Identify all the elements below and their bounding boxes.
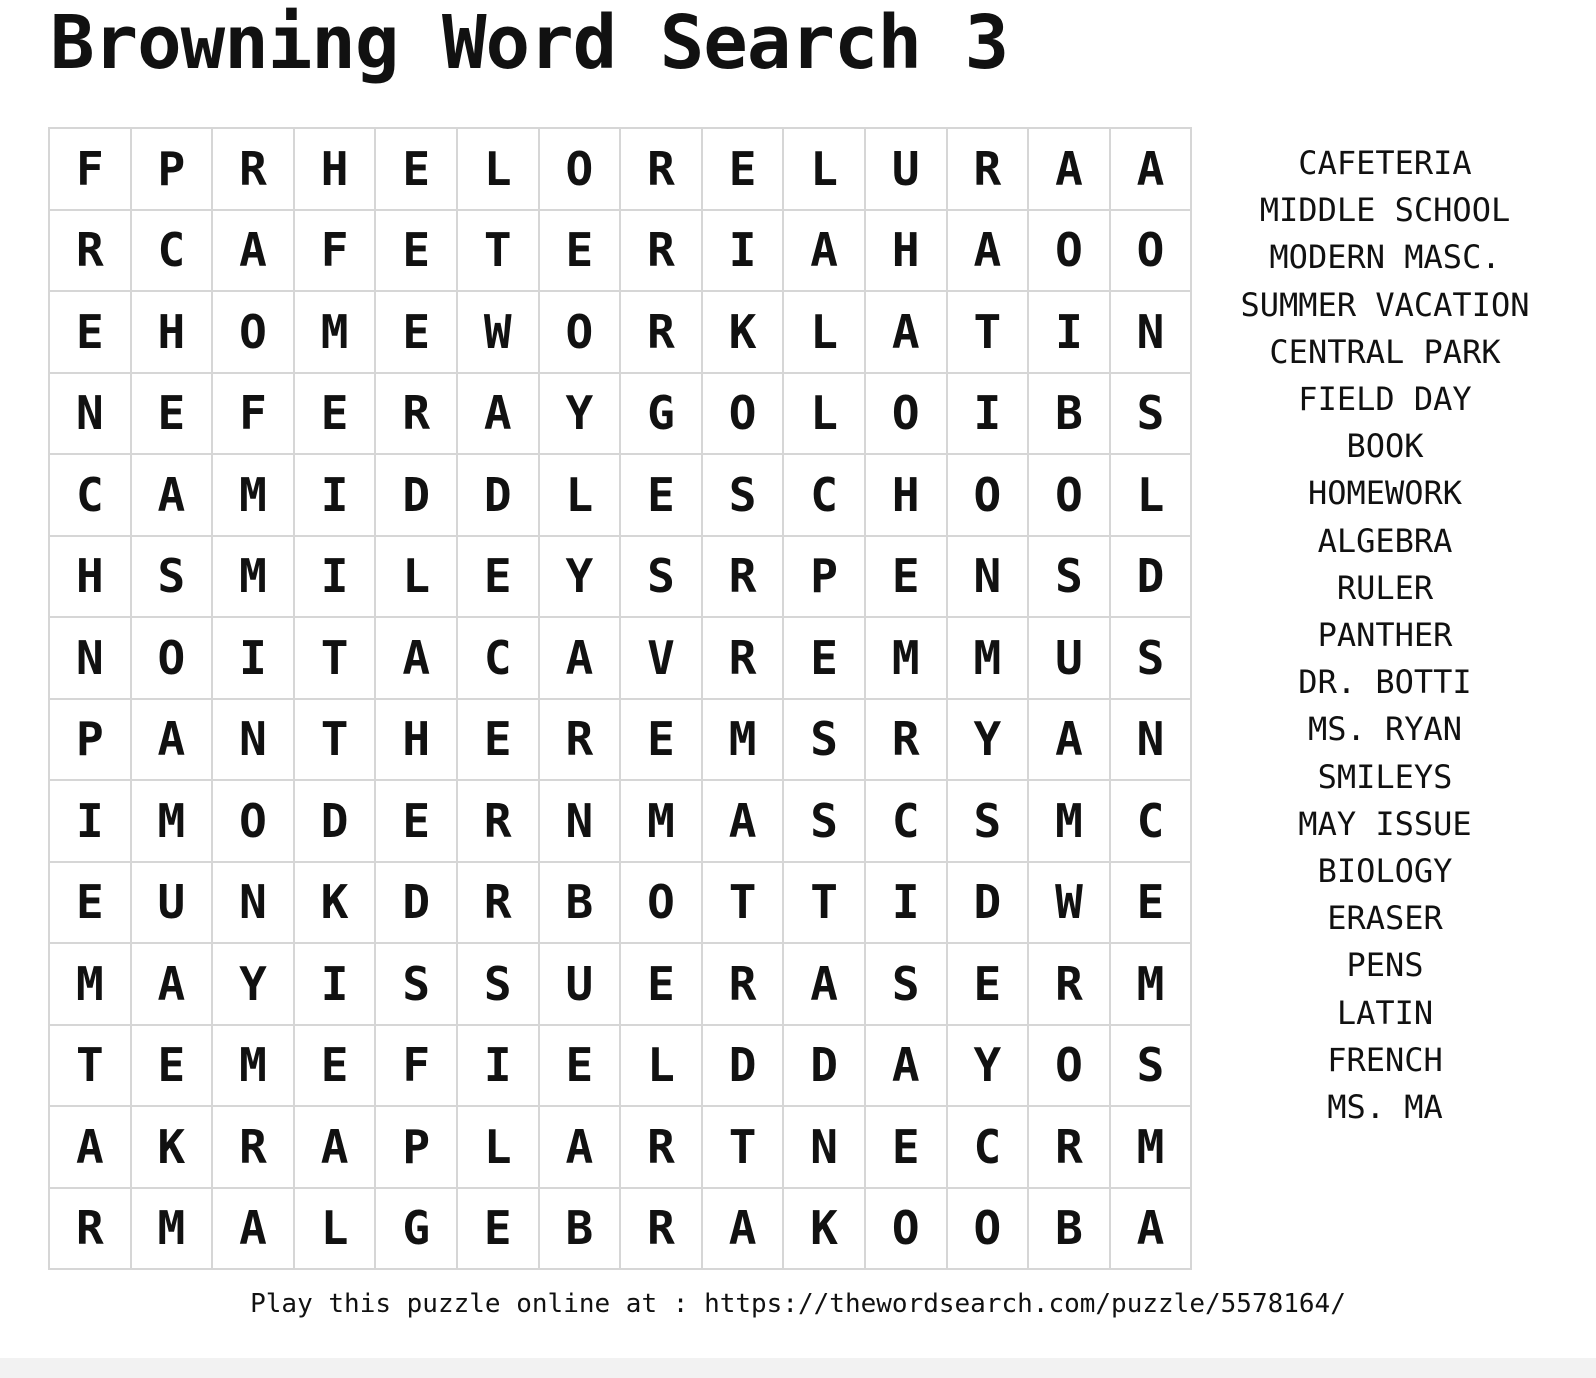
grid-cell: O bbox=[540, 292, 622, 374]
word-list-item: MIDDLE SCHOOL bbox=[1259, 191, 1511, 230]
grid-cell: E bbox=[784, 618, 866, 700]
grid-cell: M bbox=[213, 537, 295, 619]
grid-cell: A bbox=[50, 1107, 132, 1189]
bottom-band bbox=[0, 1358, 1596, 1378]
grid-cell: I bbox=[295, 944, 377, 1026]
grid-cell: A bbox=[703, 781, 785, 863]
word-list-item: DR. BOTTI bbox=[1298, 663, 1472, 702]
grid-cell: L bbox=[540, 455, 622, 537]
word-list-item: MS. RYAN bbox=[1307, 710, 1463, 749]
word-list-item: LATIN bbox=[1336, 993, 1434, 1032]
grid-cell: B bbox=[1029, 1189, 1111, 1271]
grid-cell: O bbox=[1029, 455, 1111, 537]
grid-cell: E bbox=[621, 700, 703, 782]
grid-cell: I bbox=[50, 781, 132, 863]
grid-cell: R bbox=[621, 211, 703, 293]
grid-cell: U bbox=[866, 129, 948, 211]
grid-cell: R bbox=[621, 1107, 703, 1189]
grid-cell: I bbox=[948, 374, 1030, 456]
grid-cell: S bbox=[1111, 374, 1193, 456]
footer-url-text: Play this puzzle online at : https://thewordsearch.com/puzzle/5578164/ bbox=[250, 1289, 1346, 1319]
grid-cell: N bbox=[784, 1107, 866, 1189]
grid-cell: U bbox=[1029, 618, 1111, 700]
grid-cell: E bbox=[621, 455, 703, 537]
grid-cell: R bbox=[458, 781, 540, 863]
grid-cell: D bbox=[703, 1026, 785, 1108]
grid-cell: N bbox=[540, 781, 622, 863]
grid-cell: P bbox=[132, 129, 214, 211]
grid-cell: A bbox=[295, 1107, 377, 1189]
grid-cell: N bbox=[948, 537, 1030, 619]
grid-cell: T bbox=[295, 700, 377, 782]
grid-cell: M bbox=[1111, 1107, 1193, 1189]
grid-cell: I bbox=[295, 537, 377, 619]
grid-cell: B bbox=[540, 863, 622, 945]
grid-cell: T bbox=[703, 863, 785, 945]
grid-cell: N bbox=[213, 863, 295, 945]
letter-grid bbox=[48, 127, 1192, 1270]
grid-cell: L bbox=[295, 1189, 377, 1271]
grid-cell: L bbox=[784, 292, 866, 374]
grid-cell: P bbox=[376, 1107, 458, 1189]
grid-cell: T bbox=[703, 1107, 785, 1189]
grid-cell: D bbox=[376, 863, 458, 945]
grid-cell: E bbox=[50, 292, 132, 374]
grid-cell: E bbox=[621, 944, 703, 1026]
grid-cell: M bbox=[1029, 781, 1111, 863]
grid-cell: R bbox=[621, 292, 703, 374]
word-list-item: SMILEYS bbox=[1317, 757, 1453, 796]
grid-cell: R bbox=[50, 1189, 132, 1271]
grid-cell: C bbox=[132, 211, 214, 293]
grid-cell: A bbox=[376, 618, 458, 700]
grid-cell: F bbox=[213, 374, 295, 456]
grid-cell: O bbox=[540, 129, 622, 211]
word-list-item: CAFETERIA bbox=[1298, 144, 1472, 182]
grid-cell: H bbox=[866, 211, 948, 293]
grid-cell: A bbox=[132, 700, 214, 782]
grid-cell: D bbox=[1111, 537, 1193, 619]
grid-cell: M bbox=[703, 700, 785, 782]
grid-cell: G bbox=[621, 374, 703, 456]
grid-cell: E bbox=[1111, 863, 1193, 945]
grid-cell: A bbox=[132, 455, 214, 537]
grid-cell: S bbox=[948, 781, 1030, 863]
grid-cell: S bbox=[784, 700, 866, 782]
grid-cell: O bbox=[132, 618, 214, 700]
grid-cell: O bbox=[1111, 211, 1193, 293]
grid-cell: M bbox=[621, 781, 703, 863]
grid-cell: R bbox=[1029, 944, 1111, 1026]
word-list-item: PENS bbox=[1346, 946, 1424, 985]
grid-cell: R bbox=[621, 1189, 703, 1271]
grid-cell: L bbox=[784, 129, 866, 211]
grid-cell: A bbox=[540, 618, 622, 700]
grid-cell: O bbox=[213, 781, 295, 863]
grid-cell: W bbox=[458, 292, 540, 374]
grid-cell: K bbox=[703, 292, 785, 374]
grid-cell: C bbox=[1111, 781, 1193, 863]
grid-cell: I bbox=[703, 211, 785, 293]
word-list-item: FIELD DAY bbox=[1298, 380, 1472, 419]
word-list-item: CENTRAL PARK bbox=[1269, 332, 1501, 371]
grid-cell: G bbox=[376, 1189, 458, 1271]
grid-cell: H bbox=[132, 292, 214, 374]
grid-cell: E bbox=[132, 374, 214, 456]
grid-cell: E bbox=[295, 1026, 377, 1108]
grid-cell: A bbox=[540, 1107, 622, 1189]
grid-cell: O bbox=[866, 374, 948, 456]
grid-cell: S bbox=[458, 944, 540, 1026]
grid-cell: O bbox=[703, 374, 785, 456]
word-list-item: BOOK bbox=[1346, 427, 1424, 466]
grid-cell: M bbox=[132, 1189, 214, 1271]
grid-cell: R bbox=[703, 618, 785, 700]
grid-cell: N bbox=[213, 700, 295, 782]
grid-cell: M bbox=[295, 292, 377, 374]
grid-cell: A bbox=[1111, 129, 1193, 211]
word-list-item: HOMEWORK bbox=[1307, 474, 1463, 513]
grid-cell: M bbox=[213, 1026, 295, 1108]
grid-cell: R bbox=[213, 129, 295, 211]
grid-cell: F bbox=[295, 211, 377, 293]
grid-cell: M bbox=[866, 618, 948, 700]
grid-cell: S bbox=[1029, 537, 1111, 619]
grid-cell: N bbox=[1111, 700, 1193, 782]
grid-cell: B bbox=[1029, 374, 1111, 456]
grid-cell: O bbox=[1029, 211, 1111, 293]
grid-cell: D bbox=[295, 781, 377, 863]
grid-cell: U bbox=[132, 863, 214, 945]
word-list-item: FRENCH bbox=[1327, 1040, 1443, 1079]
grid-cell: A bbox=[458, 374, 540, 456]
grid-cell: F bbox=[50, 129, 132, 211]
grid-cell: E bbox=[376, 211, 458, 293]
grid-cell: A bbox=[213, 211, 295, 293]
grid-cell: S bbox=[376, 944, 458, 1026]
grid-cell: S bbox=[621, 537, 703, 619]
grid-cell: R bbox=[50, 211, 132, 293]
grid-cell: R bbox=[703, 537, 785, 619]
grid-cell: F bbox=[376, 1026, 458, 1108]
grid-cell: T bbox=[784, 863, 866, 945]
page-title: Browning Word Search 3 bbox=[50, 0, 1009, 86]
grid-cell: L bbox=[376, 537, 458, 619]
grid-cell: E bbox=[540, 211, 622, 293]
grid-cell: C bbox=[948, 1107, 1030, 1189]
grid-cell: A bbox=[784, 211, 866, 293]
grid-cell: I bbox=[295, 455, 377, 537]
grid-cell: O bbox=[948, 1189, 1030, 1271]
grid-cell: K bbox=[295, 863, 377, 945]
grid-cell: A bbox=[213, 1189, 295, 1271]
grid-cell: A bbox=[948, 211, 1030, 293]
grid-cell: L bbox=[784, 374, 866, 456]
grid-cell: L bbox=[621, 1026, 703, 1108]
grid-cell: S bbox=[784, 781, 866, 863]
grid-cell: I bbox=[458, 1026, 540, 1108]
grid-cell: O bbox=[948, 455, 1030, 537]
grid-cell: E bbox=[866, 1107, 948, 1189]
grid-cell: I bbox=[866, 863, 948, 945]
grid-cell: S bbox=[1111, 1026, 1193, 1108]
grid-cell: E bbox=[458, 700, 540, 782]
grid-cell: R bbox=[1029, 1107, 1111, 1189]
grid-cell: A bbox=[703, 1189, 785, 1271]
grid-cell: S bbox=[703, 455, 785, 537]
grid-cell: E bbox=[458, 537, 540, 619]
word-list-item: PANTHER bbox=[1317, 616, 1453, 655]
grid-cell: M bbox=[132, 781, 214, 863]
word-list-item: BIOLOGY bbox=[1317, 852, 1453, 891]
grid-cell: N bbox=[1111, 292, 1193, 374]
grid-cell: E bbox=[376, 129, 458, 211]
grid-cell: E bbox=[948, 944, 1030, 1026]
grid-cell: M bbox=[213, 455, 295, 537]
grid-cell: R bbox=[213, 1107, 295, 1189]
grid-cell: E bbox=[376, 781, 458, 863]
grid-cell: V bbox=[621, 618, 703, 700]
grid-cell: T bbox=[948, 292, 1030, 374]
word-list-item: MAY ISSUE bbox=[1298, 804, 1472, 843]
grid-cell: C bbox=[784, 455, 866, 537]
grid-cell: K bbox=[784, 1189, 866, 1271]
grid-cell: K bbox=[132, 1107, 214, 1189]
grid-cell: Y bbox=[948, 1026, 1030, 1108]
grid-cell: A bbox=[1029, 700, 1111, 782]
grid-cell: D bbox=[784, 1026, 866, 1108]
grid-cell: O bbox=[621, 863, 703, 945]
grid-cell: M bbox=[1111, 944, 1193, 1026]
grid-cell: M bbox=[50, 944, 132, 1026]
grid-cell: R bbox=[703, 944, 785, 1026]
grid-cell: I bbox=[1029, 292, 1111, 374]
grid-cell: N bbox=[50, 618, 132, 700]
grid-cell: Y bbox=[540, 537, 622, 619]
grid-cell: E bbox=[703, 129, 785, 211]
grid-cell: A bbox=[132, 944, 214, 1026]
grid-cell: P bbox=[784, 537, 866, 619]
grid-cell: B bbox=[540, 1189, 622, 1271]
grid-cell: L bbox=[458, 1107, 540, 1189]
grid-cell: E bbox=[866, 537, 948, 619]
grid-cell: T bbox=[295, 618, 377, 700]
grid-cell: L bbox=[1111, 455, 1193, 537]
grid-cell: A bbox=[866, 1026, 948, 1108]
word-list-item: SUMMER VACATION bbox=[1240, 285, 1530, 324]
grid-cell: R bbox=[621, 129, 703, 211]
word-list-item: MS. MA bbox=[1327, 1088, 1443, 1127]
grid-cell: P bbox=[50, 700, 132, 782]
grid-cell: T bbox=[50, 1026, 132, 1108]
grid-cell: E bbox=[50, 863, 132, 945]
grid-cell: D bbox=[948, 863, 1030, 945]
grid-cell: L bbox=[458, 129, 540, 211]
word-list-item: MODERN MASC. bbox=[1269, 238, 1501, 277]
grid-cell: E bbox=[295, 374, 377, 456]
grid-cell: E bbox=[458, 1189, 540, 1271]
grid-cell: A bbox=[1029, 129, 1111, 211]
word-list-item: ERASER bbox=[1327, 899, 1443, 938]
grid-cell: O bbox=[1029, 1026, 1111, 1108]
grid-cell: O bbox=[213, 292, 295, 374]
grid-cell: U bbox=[540, 944, 622, 1026]
grid-cell: A bbox=[784, 944, 866, 1026]
grid-cell: C bbox=[458, 618, 540, 700]
grid-cell: H bbox=[376, 700, 458, 782]
grid-cell: Y bbox=[948, 700, 1030, 782]
grid-cell: S bbox=[132, 537, 214, 619]
grid-cell: R bbox=[376, 374, 458, 456]
grid-cell: E bbox=[132, 1026, 214, 1108]
grid-cell: R bbox=[458, 863, 540, 945]
grid-cell: Y bbox=[540, 374, 622, 456]
word-list-item: RULER bbox=[1336, 568, 1434, 607]
grid-cell: W bbox=[1029, 863, 1111, 945]
grid-cell: S bbox=[866, 944, 948, 1026]
grid-cell: H bbox=[866, 455, 948, 537]
grid-cell: R bbox=[540, 700, 622, 782]
grid-cell: E bbox=[540, 1026, 622, 1108]
grid-cell: Y bbox=[213, 944, 295, 1026]
grid-cell: N bbox=[50, 374, 132, 456]
grid-cell: R bbox=[948, 129, 1030, 211]
grid-cell: E bbox=[376, 292, 458, 374]
word-list bbox=[1226, 140, 1544, 1131]
grid-cell: R bbox=[866, 700, 948, 782]
grid-cell: A bbox=[866, 292, 948, 374]
grid-cell: H bbox=[50, 537, 132, 619]
grid-cell: I bbox=[213, 618, 295, 700]
grid-cell: C bbox=[50, 455, 132, 537]
grid-cell: O bbox=[866, 1189, 948, 1271]
grid-cell: A bbox=[1111, 1189, 1193, 1271]
grid-cell: H bbox=[295, 129, 377, 211]
grid-cell: D bbox=[376, 455, 458, 537]
word-list-item: ALGEBRA bbox=[1317, 521, 1453, 560]
grid-cell: T bbox=[458, 211, 540, 293]
grid-cell: M bbox=[948, 618, 1030, 700]
grid-cell: S bbox=[1111, 618, 1193, 700]
grid-cell: C bbox=[866, 781, 948, 863]
grid-cell: D bbox=[458, 455, 540, 537]
